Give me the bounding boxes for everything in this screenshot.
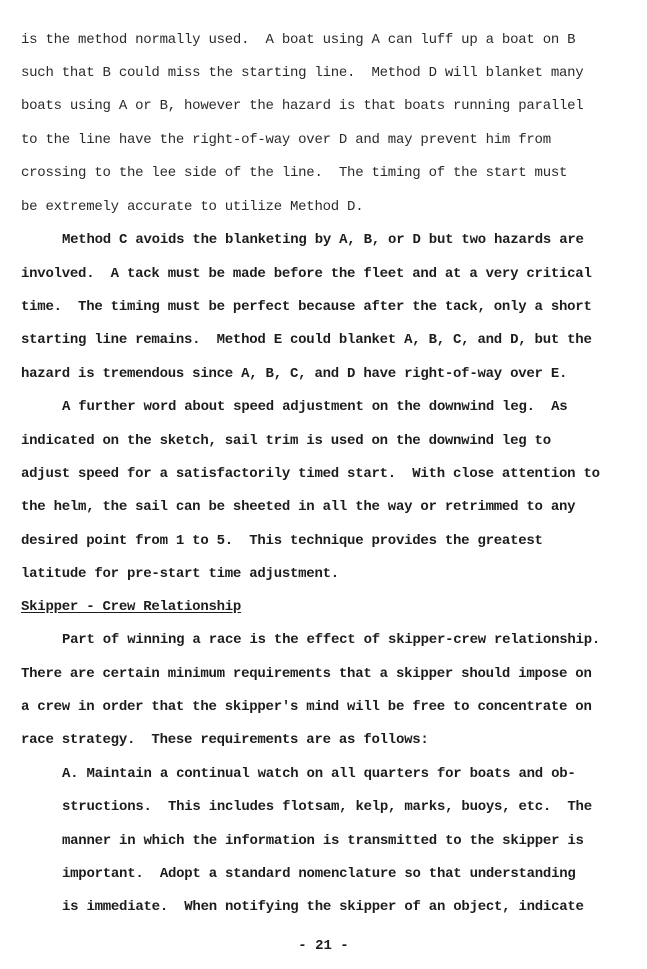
text-line: latitude for pre-start time adjustment. — [21, 566, 339, 582]
text-line: crossing to the lee side of the line. The timing of the start must — [21, 165, 568, 181]
text-line: such that B could miss the starting line. Method D will blanket many — [21, 65, 584, 81]
text-line: Part of winning a race is the effect of skipper-crew relationship. — [62, 632, 600, 648]
text-line: race strategy. These requirements are as follows: — [21, 732, 429, 748]
text-line: the helm, the sail can be sheeted in all the way or retrimmed to any — [21, 499, 576, 515]
list-item-text: structions. This includes flotsam, kelp, marks, buoys, etc. The — [62, 799, 592, 815]
list-item-text: A. Maintain a continual watch on all quarters for boats and ob- — [62, 766, 576, 782]
text-line: a crew in order that the skipper's mind will be free to concentrate on — [21, 699, 592, 715]
text-line: indicated on the sketch, sail trim is used on the downwind leg to — [21, 433, 551, 449]
section-heading: Skipper - Crew Relationship — [21, 599, 242, 615]
page-number: - 21 - — [298, 938, 349, 954]
text-line: is the method normally used. A boat using A can luff up a boat on B — [21, 32, 576, 48]
list-item-text: is immediate. When notifying the skipper of an object, indicate — [62, 899, 584, 915]
text-line: Method C avoids the blanketing by A, B, or D but two hazards are — [62, 232, 584, 248]
list-item-text: important. Adopt a standard nomenclature so that understanding — [62, 866, 576, 882]
text-line: starting line remains. Method E could blanket A, B, C, and D, but the — [21, 332, 592, 348]
text-line: time. The timing must be perfect because after the tack, only a short — [21, 299, 592, 315]
text-line: involved. A tack must be made before the fleet and at a very critical — [21, 266, 592, 282]
text-line: be extremely accurate to utilize Method D. — [21, 199, 364, 215]
text-line: desired point from 1 to 5. This technique provides the greatest — [21, 533, 543, 549]
list-item-text: manner in which the information is transmitted to the skipper is — [62, 833, 584, 849]
text-line: hazard is tremendous since A, B, C, and D have right-of-way over E. — [21, 366, 568, 382]
text-line: A further word about speed adjustment on the downwind leg. As — [62, 399, 568, 415]
text-line: There are certain minimum requirements that a skipper should impose on — [21, 666, 592, 682]
text-line: adjust speed for a satisfactorily timed start. With close attention to — [21, 466, 600, 482]
text-line: boats using A or B, however the hazard is that boats running parallel — [21, 98, 584, 114]
text-line: to the line have the right-of-way over D and may prevent him from — [21, 132, 551, 148]
